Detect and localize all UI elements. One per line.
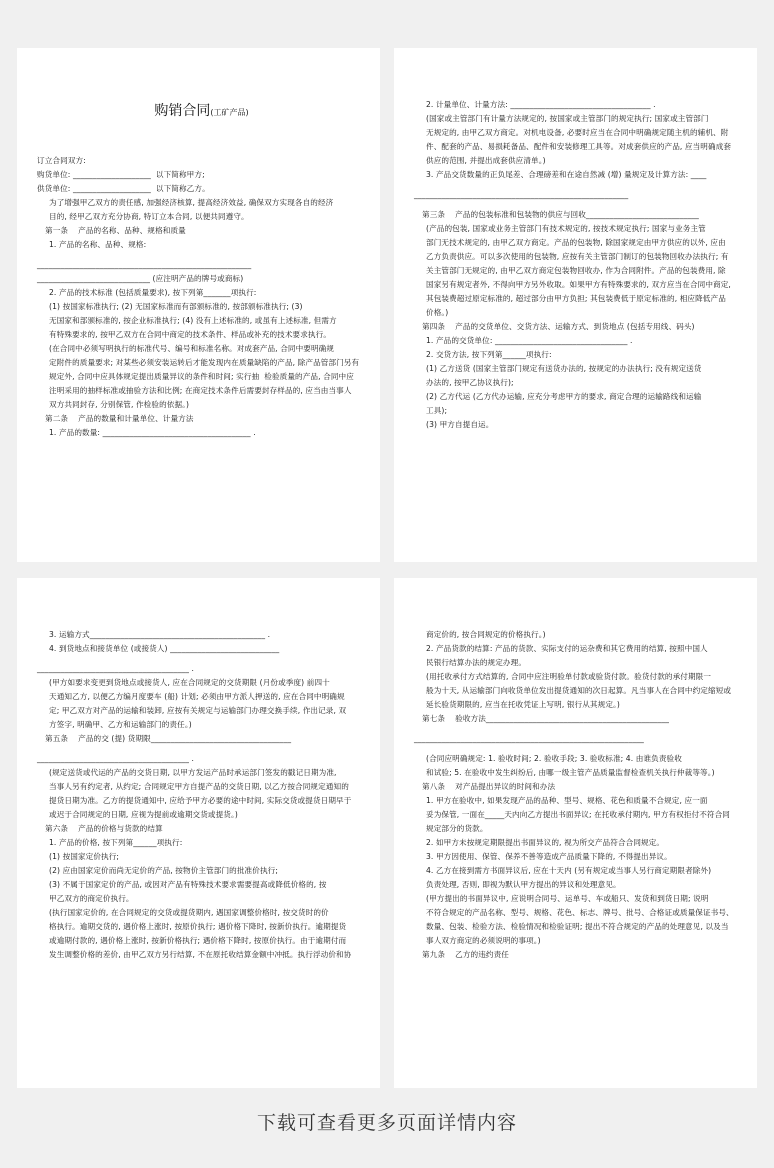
page-4-body: [414, 628, 743, 962]
document-line: 2. 计量单位、计量方法: ____________________________________ .: [426, 100, 656, 109]
document-line: 方签字, 明确甲、乙方和运输部门的责任。): [49, 720, 192, 729]
document-line: (2) 乙方代运 (乙方代办运输, 应充分考虑甲方的要求, 商定合理的运输路线和运输: [426, 392, 702, 401]
page-2-body: [414, 98, 743, 432]
document-line: 价格。): [426, 308, 449, 317]
document-line: ___________________________________________________________: [414, 734, 644, 743]
document-line: 事人双方商定的必须说明的事项。): [426, 936, 541, 945]
document-line: 商定价的, 按合同规定的价格执行。): [426, 630, 546, 639]
document-line: (执行国家定价的, 在合同规定的交货或提货期内, 遇国家调整价格时, 按交货时的价: [49, 908, 329, 917]
document-line: 件、配套的产品、易损耗备品、配件和安装修理工具等。对成套供应的产品, 应当明确成套: [426, 142, 732, 151]
document-line: 注明采用的抽样标准或抽验方法和比例; 在商定技术条件后需要封存样品的, 应当由当事人: [49, 386, 352, 395]
document-line: 提货日期为准。乙方的提货通知中, 应给予甲方必要的途中时间, 实际交货或提货日期早于: [49, 796, 352, 805]
document-line: 关主管部门无规定的, 由甲乙双方商定包装物回收办, 作为合同附件。产品的包装费用, 除: [426, 266, 726, 275]
document-line: (产品的包装, 国家或业务主管部门有技术规定的, 按技术规定执行; 国家与业务主管: [426, 224, 706, 233]
document-line: 甲乙双方的商定价执行。: [49, 894, 134, 903]
document-line: 第八条 对产品提出异议的时间和办法: [422, 782, 556, 791]
document-line: 延长验货期限的, 应当在托收凭证上写明, 银行从其规定。): [426, 700, 620, 709]
document-line: 定; 甲乙双方对产品的运输和装卸, 应按有关规定与运输部门办理交换手续, 作出记录, 双: [49, 706, 347, 715]
document-line: 般为十天, 从运输部门向收货单位发出提货通知的次日起算。凡当事人在合同中约定缩短或: [426, 686, 732, 695]
document-line: 3. 甲方因使用、保管、保养不善等造成产品质量下降的, 不得提出异议。: [426, 852, 672, 861]
document-line: 双方共同封存, 分别保管, 作检验的依据。): [49, 400, 190, 409]
document-line: 规定外, 合同中应具体规定提出质量异议的条件和时间; 实行抽 检验质量的产品, 合同中应: [49, 372, 354, 381]
document-page-4: [394, 578, 757, 1088]
document-line: 其包装费超过原定标准的, 超过部分由甲方负担; 其包装费低于原定标准的, 相应降低产品: [426, 294, 726, 303]
document-line: 1. 甲方在验收中, 如果发现产品的品种、型号、规格、花色和质量不合规定, 应一面: [426, 796, 708, 805]
document-line: (1) 按国家标准执行; (2) 无国家标准而有部颁标准的, 按部颁标准执行; (3): [49, 302, 303, 311]
document-line: (1) 按国家定价执行;: [49, 852, 120, 861]
document-line: 民银行结算办法的规定办理。: [426, 658, 527, 667]
document-line: 第六条 产品的价格与货款的结算: [45, 824, 163, 833]
document-page-3: [17, 578, 380, 1088]
document-line: 订立合同双方:: [37, 156, 86, 165]
document-line: 或迟于合同规定的日期, 应视为提前或逾期交货或提货。): [49, 810, 238, 819]
document-line: (用托收承付方式结算的, 合同中应注明验单付款或验货付款。验货付款的承付期限一: [426, 672, 712, 681]
document-line: (2) 应由国家定价而尚无定价的产品, 按物价主管部门的批准价执行;: [49, 866, 278, 875]
document-line: 有特殊要求的, 按甲乙双方在合同中商定的技术条件、样品或补充的技术要求执行。: [49, 330, 331, 339]
document-line: 数量、包装、检验方法、检验情况和检验证明; 提出不符合规定的产品的处理意见, 以及当: [426, 922, 729, 931]
document-line: 不符合规定的产品名称、型号、规格、花色、标志、牌号、批号、合格证或质量保证书号、: [426, 908, 734, 917]
document-line: 目的, 经甲乙双方充分协商, 特订立本合同, 以便共同遵守。: [49, 212, 249, 221]
document-line: 4. 乙方在接到需方书面异议后, 应在十天内 (另有规定或当事人另行商定期限者除外): [426, 866, 712, 875]
download-more-footer[interactable]: 下载可查看更多页面详情内容: [256, 1112, 517, 1134]
document-line: 无国家和部颁标准的, 按企业标准执行; (4) 没有上述标准的, 或虽有上述标准, 但需方: [49, 316, 337, 325]
document-line: (在合同中必须写明执行的标准代号、编号和标准名称。对成套产品, 合同中要明确规: [49, 344, 335, 353]
document-line: 供货单位: ____________________ 以下简称乙方。: [37, 184, 210, 193]
document-line: 2. 如甲方未按规定期限提出书面异议的, 视为所交产品符合合同规定。: [426, 838, 665, 847]
document-line: 第二条 产品的数量和计量单位、计量方法: [45, 414, 194, 423]
document-line: 供应的范围, 并提出成套供应清单。): [426, 156, 546, 165]
document-line: 规定部分的货款。: [426, 824, 488, 833]
document-line: 定附件的质量要求; 对某些必须安装运转后才能发现内在质量缺陷的产品, 除产品管部门另有: [49, 358, 360, 367]
document-line: 负责处理, 否则, 即视为默认甲方提出的异议和处理意见。: [426, 880, 621, 889]
page-1-body: [37, 154, 366, 440]
document-line: 1. 产品的名称、品种、规格:: [49, 240, 147, 249]
document-line: _____________________________ (应注明产品的牌号或商标): [37, 274, 244, 283]
document-line: _______________________________________ .: [37, 664, 195, 673]
document-line: 第五条 产品的交 (提) 货期限____________________________________: [45, 734, 292, 743]
document-line: (甲方提出的书面异议中, 应说明合同号、运单号、车或船只、发货和到货日期; 说明: [426, 894, 709, 903]
document-line: 1. 产品的交货单位: __________________________________ .: [426, 336, 633, 345]
contract-title: 购销合同(工矿产品): [154, 103, 249, 119]
document-line: (合同应明确规定: 1. 验收时间; 2. 验收手段; 3. 验收标准; 4. 由谁负责验收: [426, 754, 682, 763]
document-line: 购货单位: ____________________ 以下简称甲方;: [37, 170, 205, 179]
document-line: 1. 产品的数量: ______________________________________ .: [49, 428, 256, 437]
document-line: _______________________________________ .: [37, 754, 195, 763]
document-page-2: [394, 48, 757, 562]
document-line: 3. 产品交货数量的正负尾差、合理磅差和在途自然减 (增) 量规定及计算方法: ____: [426, 170, 707, 179]
document-line: (国家或主管部门有计量方法规定的, 按国家或主管部门的规定执行; 国家或主管部门: [426, 114, 709, 123]
document-line: 部门无技术规定的, 由甲乙双方商定。产品的包装物, 除国家规定由甲方供应的以外, 应由: [426, 238, 726, 247]
document-line: 第一条 产品的名称、品种、规格和质量: [45, 226, 186, 235]
document-line: 第九条 乙方的违约责任: [422, 950, 509, 959]
document-line: 妥为保管, 一面在_____天内向乙方提出书面异议; 在托收承付期内, 甲方有权拒付不符合同: [426, 810, 730, 819]
document-line: 为了增强甲乙双方的责任感, 加强经济核算, 提高经济效益, 确保双方实现各自的经济: [49, 198, 334, 207]
document-line: 或逾期付款的, 遇价格上涨时, 按新价格执行; 遇价格下降时, 按原价执行。由于逾期付而: [49, 936, 347, 945]
document-line: 发生调整价格的差价, 由甲乙双方另行结算, 不在原托收结算金额中冲抵。执行浮动价和协: [49, 950, 352, 959]
document-line: (3) 甲方自提自运。: [426, 420, 494, 429]
document-line: 2. 交货方法, 按下列第______项执行:: [426, 350, 552, 359]
document-line: 2. 产品的技术标准 (包括质量要求), 按下列第_______项执行:: [49, 288, 257, 297]
document-line: (规定送货或代运的产品的交货日期, 以甲方发运产品时承运部门签发的戳记日期为准,: [49, 768, 337, 777]
document-line: 办法的, 按甲乙协议执行);: [426, 378, 514, 387]
document-line: _______________________________________________________: [414, 190, 629, 199]
document-line: 4. 到货地点和接货单位 (或接货人) ____________________________: [49, 644, 280, 653]
document-line: 天通知乙方, 以便乙方编月度要车 (船) 计划; 必须由甲方派人押送的, 应在合同中明确规: [49, 692, 345, 701]
document-line: 第四条 产品的交货单位、交货方法、运输方式、到货地点 (包括专用线、码头): [422, 322, 695, 331]
document-line: 和试验; 5. 在验收中发生纠纷后, 由哪一级主管产品质量监督检查机关执行仲裁等等。): [426, 768, 715, 777]
document-line: 2. 产品货款的结算: 产品的货款、实际支付的运杂费和其它费用的结算, 按照中国人: [426, 644, 708, 653]
document-page-1: [17, 48, 380, 562]
document-line: (3) 不属于国家定价的产品, 或因对产品有特殊技术要求需要提高或降低价格的, 按: [49, 880, 327, 889]
document-line: 无规定的, 由甲乙双方商定。对机电设备, 必要时应当在合同中明确规定随主机的辅机、附: [426, 128, 729, 137]
document-line: (1) 乙方送货 (国家主管部门规定有送货办法的, 按规定的办法执行; 没有规定送货: [426, 364, 702, 373]
document-line: 第三条 产品的包装标准和包装物的供应与回收_____________________________: [422, 210, 699, 219]
document-line: 当事人另有约定者, 从约定; 合同规定甲方自提产品的交货日期, 以乙方按合同规定通知的: [49, 782, 349, 791]
document-line: 3. 运输方式_____________________________________________ .: [49, 630, 271, 639]
document-line: 国家另有规定者外, 不得向甲方另外收取。如果甲方有特殊要求的, 双方应当在合同中商定,: [426, 280, 731, 289]
contract-subtitle: (工矿产品): [210, 108, 249, 117]
document-line: 1. 产品的价格, 按下列第______项执行:: [49, 838, 183, 847]
document-line: 第七条 验收方法_______________________________________________: [422, 714, 670, 723]
document-line: _______________________________________________________: [37, 260, 252, 269]
document-line: 工具);: [426, 406, 448, 415]
page-3-body: [37, 628, 366, 962]
document-line: 格执行。逾期交货的, 遇价格上涨时, 按原价执行; 遇价格下降时, 按新价执行。逾期提货: [49, 922, 347, 931]
document-line: (甲方如要求变更到货地点或接货人, 应在合同规定的交货期限 (月份或季度) 前四十: [49, 678, 330, 687]
document-line: 乙方负责供应。可以多次使用的包装物, 应按有关主管部门制订的包装物回收办法执行; 有: [426, 252, 729, 261]
